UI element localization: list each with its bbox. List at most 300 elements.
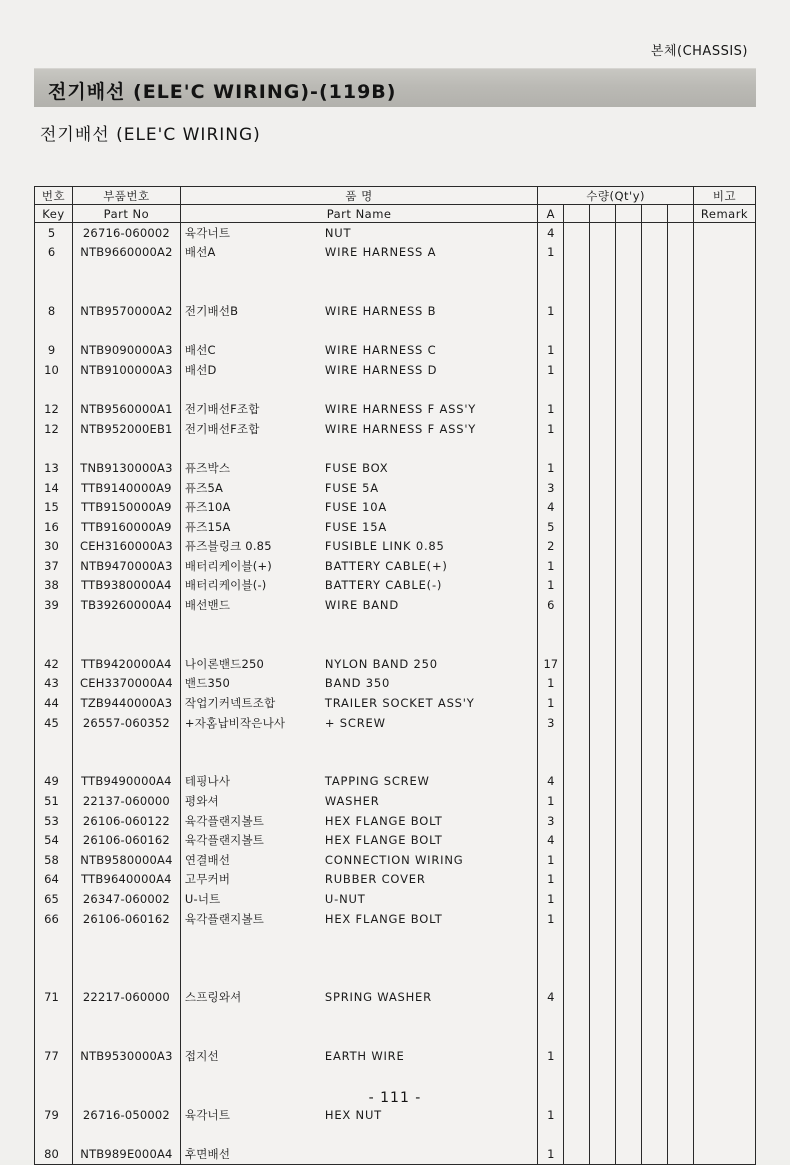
part-name-kr: 밴드350 [184, 676, 231, 691]
cell-part-name [180, 870, 537, 890]
part-name-kr: 육각플랜지볼트 [184, 911, 265, 926]
cell-part-no: 26106-060162 [72, 830, 180, 850]
cell-qty-d [616, 674, 642, 694]
cell-qty-a [538, 321, 564, 341]
table-row [35, 223, 756, 243]
cell-qty-c [590, 321, 616, 341]
cell-key [35, 380, 73, 400]
cell-key: 80 [35, 1144, 73, 1164]
cell-part-name [180, 1026, 537, 1046]
table-row [35, 1124, 756, 1144]
cell-qty-c [590, 439, 616, 459]
table-row [35, 870, 756, 890]
cell-part-no [72, 1066, 180, 1086]
cell-part-name [180, 830, 537, 850]
cell-qty-c [590, 243, 616, 263]
cell-key: 65 [35, 889, 73, 909]
cell-part-no: TTB9150000A9 [72, 497, 180, 517]
table-row [35, 282, 756, 302]
cell-remark [693, 399, 755, 419]
cell-qty-e [642, 399, 668, 419]
cell-qty-d [616, 301, 642, 321]
table-row [35, 360, 756, 380]
section-title-bar [34, 68, 756, 107]
cell-part-no: NTB9530000A3 [72, 1046, 180, 1066]
cell-part-name [180, 928, 537, 948]
table-row [35, 791, 756, 811]
cell-qty-d [616, 713, 642, 733]
cell-qty-b [564, 360, 590, 380]
cell-qty-b [564, 223, 590, 243]
cell-qty-f [668, 576, 694, 596]
part-name-kr: 나이론밴드250 [184, 656, 265, 671]
cell-qty-f [668, 987, 694, 1007]
table-row [35, 1105, 756, 1125]
cell-key: 38 [35, 576, 73, 596]
cell-remark [693, 830, 755, 850]
table-row [35, 830, 756, 850]
cell-qty-a [538, 732, 564, 752]
cell-remark [693, 243, 755, 263]
cell-key [35, 615, 73, 635]
cell-qty-c [590, 968, 616, 988]
cell-qty-e [642, 674, 668, 694]
parts-table [34, 186, 756, 1165]
table-row [35, 909, 756, 929]
cell-qty-a: 1 [538, 1046, 564, 1066]
cell-part-name [180, 889, 537, 909]
cell-qty-d [616, 811, 642, 831]
part-name-kr: U-너트 [184, 891, 221, 906]
cell-qty-b [564, 1105, 590, 1125]
table-row [35, 399, 756, 419]
cell-qty-d [616, 1007, 642, 1027]
cell-remark [693, 595, 755, 615]
cell-remark [693, 458, 755, 478]
part-name-en: CONNECTION WIRING [324, 852, 464, 867]
cell-qty-b [564, 517, 590, 537]
cell-qty-a: 1 [538, 301, 564, 321]
part-name-kr: 테핑나사 [184, 774, 231, 789]
table-row [35, 321, 756, 341]
cell-qty-e [642, 634, 668, 654]
cell-part-name [180, 772, 537, 792]
part-name-en: TAPPING SCREW [324, 774, 430, 789]
part-name-en: RUBBER COVER [324, 872, 426, 887]
table-row [35, 1046, 756, 1066]
part-name-kr: 작업기커넥트조합 [184, 696, 276, 711]
part-name-kr: 배터리케이블(+) [184, 558, 272, 573]
cell-remark [693, 301, 755, 321]
cell-qty-f [668, 399, 694, 419]
header-key-kr: 번호 [35, 187, 73, 205]
cell-part-no: 22137-060000 [72, 791, 180, 811]
cell-qty-e [642, 654, 668, 674]
cell-key: 45 [35, 713, 73, 733]
cell-qty-d [616, 615, 642, 635]
cell-key [35, 1124, 73, 1144]
cell-qty-b [564, 654, 590, 674]
cell-qty-e [642, 811, 668, 831]
table-row [35, 674, 756, 694]
cell-part-name [180, 615, 537, 635]
table-row [35, 850, 756, 870]
cell-qty-d [616, 791, 642, 811]
part-name-en: WIRE HARNESS B [324, 304, 437, 319]
cell-part-no [72, 380, 180, 400]
cell-remark [693, 1026, 755, 1046]
cell-qty-b [564, 713, 590, 733]
cell-qty-d [616, 399, 642, 419]
cell-qty-f [668, 439, 694, 459]
cell-qty-a [538, 928, 564, 948]
cell-qty-c [590, 987, 616, 1007]
cell-remark [693, 1046, 755, 1066]
cell-qty-a: 1 [538, 791, 564, 811]
cell-qty-a [538, 439, 564, 459]
cell-qty-f [668, 1105, 694, 1125]
cell-key: 12 [35, 419, 73, 439]
cell-part-name [180, 262, 537, 282]
cell-key: 79 [35, 1105, 73, 1125]
cell-qty-c [590, 262, 616, 282]
cell-qty-b [564, 732, 590, 752]
cell-part-name [180, 399, 537, 419]
part-name-en: NYLON BAND 250 [324, 656, 438, 671]
cell-qty-e [642, 282, 668, 302]
cell-qty-e [642, 478, 668, 498]
cell-qty-e [642, 1066, 668, 1086]
cell-qty-c [590, 341, 616, 361]
header-qty-d [616, 205, 642, 223]
cell-part-name [180, 223, 537, 243]
cell-part-name [180, 693, 537, 713]
cell-part-no: NTB9570000A2 [72, 301, 180, 321]
cell-qty-a: 1 [538, 1105, 564, 1125]
cell-qty-d [616, 1144, 642, 1164]
part-name-en: FUSE 5A [324, 480, 379, 495]
part-name-en: BATTERY CABLE(-) [324, 578, 443, 593]
cell-qty-e [642, 576, 668, 596]
cell-part-no: NTB989E000A4 [72, 1144, 180, 1164]
table-row [35, 1026, 756, 1046]
cell-part-no [72, 282, 180, 302]
cell-qty-a: 3 [538, 478, 564, 498]
cell-qty-d [616, 478, 642, 498]
cell-qty-f [668, 772, 694, 792]
cell-qty-e [642, 948, 668, 968]
cell-key: 51 [35, 791, 73, 811]
cell-qty-b [564, 537, 590, 557]
cell-key [35, 634, 73, 654]
cell-key: 10 [35, 360, 73, 380]
cell-qty-b [564, 399, 590, 419]
cell-remark [693, 321, 755, 341]
cell-qty-c [590, 517, 616, 537]
cell-qty-c [590, 1007, 616, 1027]
table-row [35, 1007, 756, 1027]
cell-qty-b [564, 948, 590, 968]
table-row [35, 987, 756, 1007]
cell-part-name [180, 282, 537, 302]
cell-qty-d [616, 497, 642, 517]
cell-qty-d [616, 928, 642, 948]
cell-qty-a: 1 [538, 909, 564, 929]
table-row [35, 458, 756, 478]
part-name-en: HEX NUT [324, 1107, 382, 1122]
table-row [35, 439, 756, 459]
cell-qty-d [616, 870, 642, 890]
cell-qty-a [538, 380, 564, 400]
cell-qty-c [590, 889, 616, 909]
cell-part-name [180, 439, 537, 459]
cell-qty-f [668, 1144, 694, 1164]
cell-qty-c [590, 301, 616, 321]
cell-qty-f [668, 693, 694, 713]
cell-part-name [180, 713, 537, 733]
cell-qty-c [590, 1066, 616, 1086]
cell-key: 71 [35, 987, 73, 1007]
cell-qty-b [564, 870, 590, 890]
cell-key: 12 [35, 399, 73, 419]
cell-part-no [72, 262, 180, 282]
cell-key: 58 [35, 850, 73, 870]
table-row [35, 928, 756, 948]
part-name-kr: 접지선 [184, 1048, 219, 1063]
cell-part-name [180, 654, 537, 674]
part-name-kr: 배선C [184, 343, 216, 358]
cell-qty-a: 1 [538, 850, 564, 870]
cell-qty-c [590, 360, 616, 380]
cell-qty-f [668, 282, 694, 302]
cell-qty-a: 3 [538, 811, 564, 831]
cell-part-no [72, 948, 180, 968]
cell-part-name [180, 811, 537, 831]
cell-qty-f [668, 556, 694, 576]
cell-qty-b [564, 419, 590, 439]
cell-qty-c [590, 223, 616, 243]
cell-qty-a: 2 [538, 537, 564, 557]
cell-remark [693, 1007, 755, 1027]
cell-qty-f [668, 634, 694, 654]
cell-part-no: 26347-060002 [72, 889, 180, 909]
page-number: - 111 - [368, 1090, 422, 1106]
cell-qty-f [668, 517, 694, 537]
cell-qty-c [590, 615, 616, 635]
cell-key: 39 [35, 595, 73, 615]
cell-qty-f [668, 243, 694, 263]
cell-qty-a: 3 [538, 713, 564, 733]
part-name-en: WIRE HARNESS F ASS'Y [324, 421, 477, 436]
cell-key: 53 [35, 811, 73, 831]
header-qty-f [668, 205, 694, 223]
cell-part-no [72, 1026, 180, 1046]
cell-part-name [180, 850, 537, 870]
header-key-en: Key [35, 205, 73, 223]
cell-remark [693, 1066, 755, 1086]
cell-qty-b [564, 1066, 590, 1086]
cell-part-no: 26557-060352 [72, 713, 180, 733]
cell-qty-e [642, 380, 668, 400]
cell-qty-b [564, 634, 590, 654]
cell-qty-e [642, 1026, 668, 1046]
cell-qty-e [642, 497, 668, 517]
cell-qty-c [590, 497, 616, 517]
part-name-kr: 배선밴드 [184, 598, 231, 613]
table-row [35, 1144, 756, 1164]
cell-qty-c [590, 928, 616, 948]
cell-key: 5 [35, 223, 73, 243]
cell-qty-f [668, 870, 694, 890]
cell-qty-e [642, 595, 668, 615]
table-row [35, 556, 756, 576]
cell-part-no: TNB9130000A3 [72, 458, 180, 478]
cell-qty-f [668, 1124, 694, 1144]
cell-part-name [180, 1066, 537, 1086]
table-row [35, 419, 756, 439]
cell-key [35, 928, 73, 948]
cell-part-name [180, 909, 537, 929]
cell-part-no: NTB9100000A3 [72, 360, 180, 380]
cell-remark [693, 811, 755, 831]
part-name-en: HEX FLANGE BOLT [324, 833, 443, 848]
cell-qty-b [564, 1124, 590, 1144]
cell-part-name [180, 1124, 537, 1144]
part-name-kr: 고무커버 [184, 872, 231, 887]
cell-qty-b [564, 752, 590, 772]
cell-qty-e [642, 1144, 668, 1164]
cell-part-name [180, 968, 537, 988]
cell-part-no [72, 634, 180, 654]
cell-qty-d [616, 889, 642, 909]
cell-qty-b [564, 889, 590, 909]
cell-part-no: NTB9560000A1 [72, 399, 180, 419]
cell-qty-d [616, 419, 642, 439]
cell-qty-f [668, 341, 694, 361]
cell-qty-e [642, 909, 668, 929]
cell-part-name [180, 791, 537, 811]
cell-part-no: NTB952000EB1 [72, 419, 180, 439]
cell-qty-f [668, 928, 694, 948]
cell-qty-a: 1 [538, 341, 564, 361]
cell-qty-f [668, 909, 694, 929]
cell-qty-e [642, 791, 668, 811]
table-row [35, 772, 756, 792]
cell-remark [693, 909, 755, 929]
cell-part-no: 22217-060000 [72, 987, 180, 1007]
cell-qty-f [668, 850, 694, 870]
cell-qty-d [616, 595, 642, 615]
table-row [35, 889, 756, 909]
cell-part-name [180, 301, 537, 321]
cell-part-no [72, 968, 180, 988]
part-name-kr: 후면배선 [184, 1146, 231, 1161]
cell-part-no: NTB9090000A3 [72, 341, 180, 361]
cell-qty-a: 6 [538, 595, 564, 615]
cell-qty-d [616, 909, 642, 929]
table-row [35, 713, 756, 733]
cell-qty-d [616, 732, 642, 752]
cell-qty-a [538, 282, 564, 302]
cell-qty-c [590, 1046, 616, 1066]
cell-qty-a: 1 [538, 1144, 564, 1164]
cell-remark [693, 380, 755, 400]
part-name-kr: 퓨즈10A [184, 500, 231, 515]
table-row [35, 595, 756, 615]
part-name-en: WASHER [324, 794, 380, 809]
cell-key: 16 [35, 517, 73, 537]
cell-qty-b [564, 262, 590, 282]
cell-qty-b [564, 772, 590, 792]
part-name-en: WIRE HARNESS F ASS'Y [324, 402, 477, 417]
cell-part-no: NTB9470000A3 [72, 556, 180, 576]
cell-qty-f [668, 615, 694, 635]
part-name-kr: 전기배선F조합 [184, 402, 260, 417]
cell-qty-f [668, 752, 694, 772]
part-name-kr: 육각플랜지볼트 [184, 813, 265, 828]
part-name-en: + SCREW [324, 715, 386, 730]
cell-qty-d [616, 654, 642, 674]
cell-key [35, 1007, 73, 1027]
cell-part-no: TTB9140000A9 [72, 478, 180, 498]
cell-key [35, 948, 73, 968]
cell-qty-b [564, 301, 590, 321]
cell-qty-e [642, 1124, 668, 1144]
cell-key: 14 [35, 478, 73, 498]
cell-remark [693, 419, 755, 439]
cell-part-no: TZB9440000A3 [72, 693, 180, 713]
part-name-en: WIRE HARNESS C [324, 343, 437, 358]
cell-qty-a: 1 [538, 870, 564, 890]
cell-key: 9 [35, 341, 73, 361]
cell-part-name [180, 458, 537, 478]
part-name-en: HEX FLANGE BOLT [324, 911, 443, 926]
cell-qty-d [616, 243, 642, 263]
table-row [35, 576, 756, 596]
part-name-kr: 육각플랜지볼트 [184, 833, 265, 848]
cell-qty-d [616, 556, 642, 576]
cell-qty-c [590, 791, 616, 811]
table-row [35, 537, 756, 557]
cell-qty-c [590, 693, 616, 713]
cell-part-no: 26106-060122 [72, 811, 180, 831]
cell-part-name [180, 1007, 537, 1027]
cell-qty-e [642, 341, 668, 361]
cell-key [35, 282, 73, 302]
cell-qty-c [590, 909, 616, 929]
cell-qty-d [616, 380, 642, 400]
cell-qty-b [564, 928, 590, 948]
header-qty-c [590, 205, 616, 223]
cell-qty-a: 4 [538, 497, 564, 517]
cell-qty-b [564, 439, 590, 459]
cell-qty-d [616, 458, 642, 478]
cell-qty-b [564, 341, 590, 361]
part-name-kr: 퓨즈5A [184, 480, 224, 495]
cell-remark [693, 713, 755, 733]
cell-qty-a: 1 [538, 693, 564, 713]
cell-part-no: TTB9420000A4 [72, 654, 180, 674]
part-name-en: FUSIBLE LINK 0.85 [324, 539, 445, 554]
cell-qty-c [590, 399, 616, 419]
cell-qty-a: 1 [538, 458, 564, 478]
cell-qty-a [538, 634, 564, 654]
cell-key: 8 [35, 301, 73, 321]
cell-remark [693, 889, 755, 909]
table-row [35, 968, 756, 988]
cell-qty-c [590, 674, 616, 694]
cell-qty-a [538, 1026, 564, 1046]
